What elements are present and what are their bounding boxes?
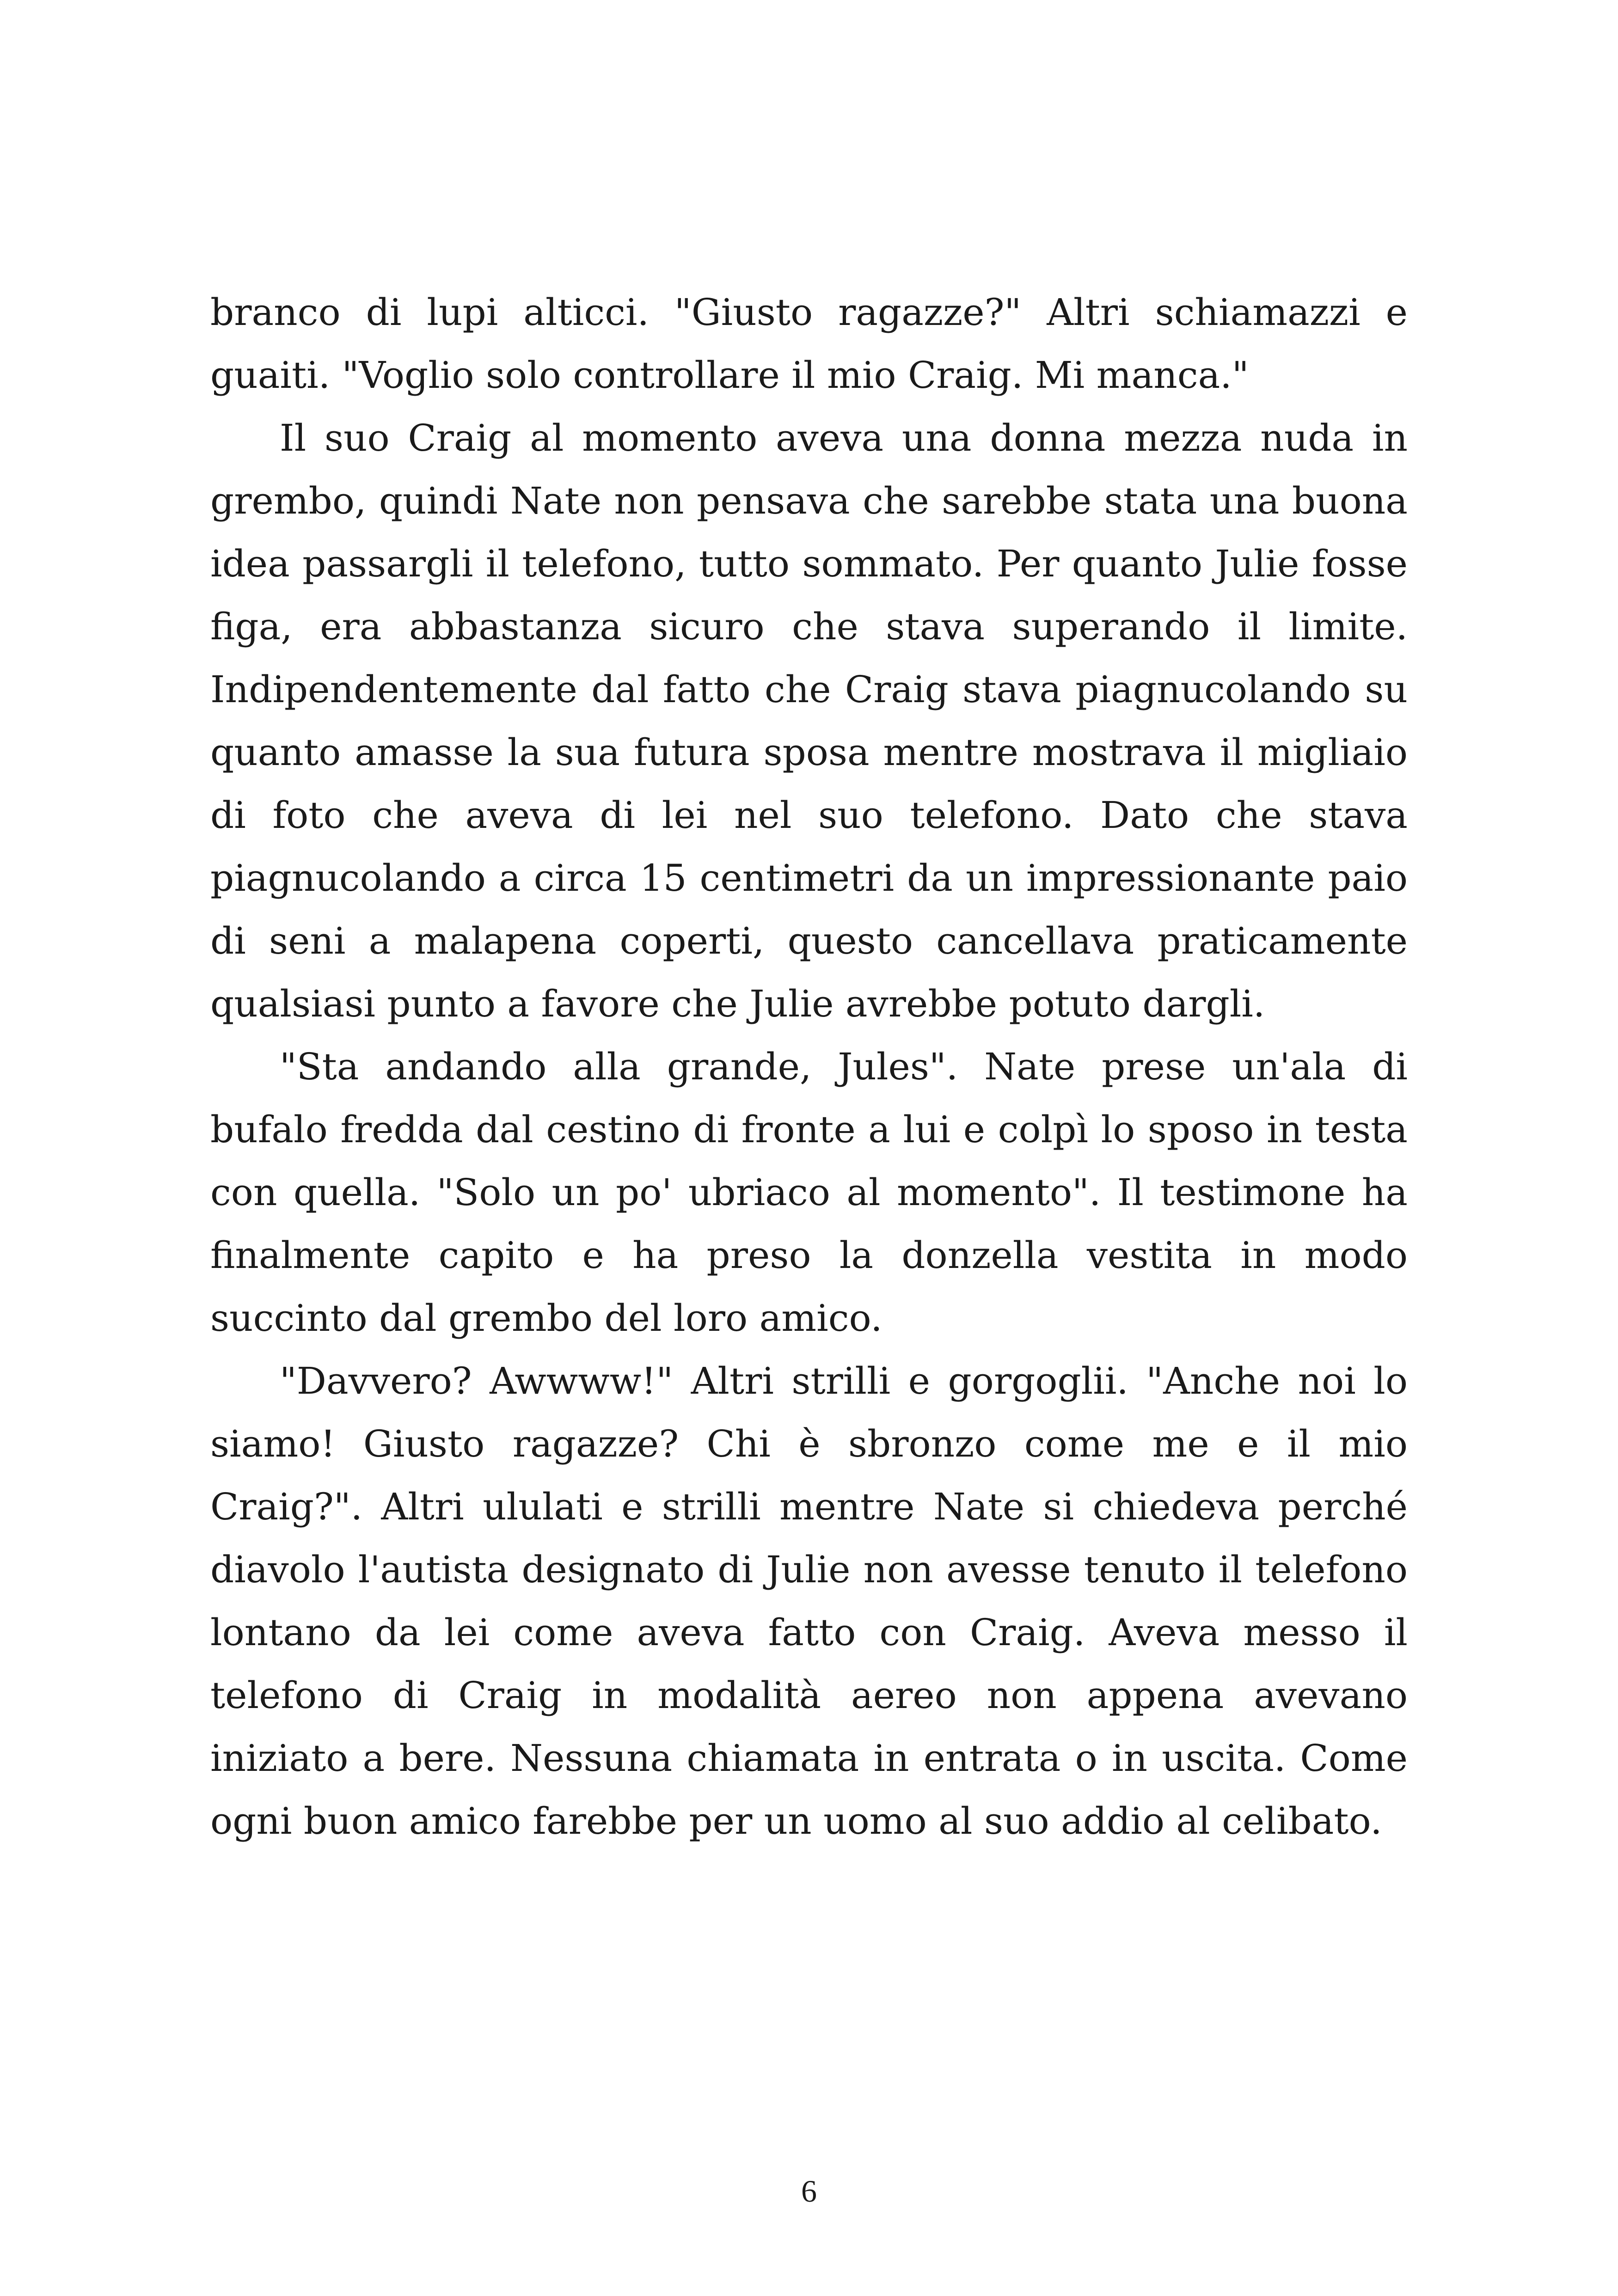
paragraph: "Sta andando alla grande, Jules". Nate prese un'ala di bufalo fredda dal cestino di fronte a lui e colpì lo sposo in testa con quella. "Solo un po' ubriaco al momento". Il testimone ha finalmente capito e ha preso la donzella vestita in modo succinto dal grembo del loro amico. xyxy=(210,1045,1408,1340)
paragraph-continued: branco di lupi alticci. "Giusto ragazze?" Altri schiamazzi e guaiti. "Voglio solo controllare il mio Craig. Mi manca." xyxy=(210,291,1408,397)
page-number: 6 xyxy=(801,2174,817,2209)
body-text xyxy=(210,281,1408,1853)
paragraph: "Davvero? Awwww!" Altri strilli e gorgoglii. "Anche noi lo siamo! Giusto ragazze? Chi è sbronzo come me e il mio Craig?". Altri ululati e strilli mentre Nate si chiedeva perché diavolo l'autista designato di Julie non avesse tenuto il telefono lontano da lei come aveva fatto con Craig. Aveva messo il telefono di Craig in modalità aereo non appena avevano iniziato a bere. Nessuna chiamata in entrata o in uscita. Come ogni buon amico farebbe per un uomo al suo addio al celibato. xyxy=(210,1359,1408,1843)
paragraph: Il suo Craig al momento aveva una donna mezza nuda in grembo, quindi Nate non pensava che sarebbe stata una buona idea passargli il telefono, tutto sommato. Per quanto Julie fosse figa, era abbastanza sicuro che stava superando il limite. Indipendentemente dal fatto che Craig stava piagnucolando su quanto amasse la sua futura sposa mentre mostrava il migliaio di foto che aveva di lei nel suo telefono. Dato che stava piagnucolando a circa 15 centimetri da un impressionante paio di seni a malapena coperti, questo cancellava praticamente qualsiasi punto a favore che Julie avrebbe potuto dargli. xyxy=(210,416,1408,1025)
